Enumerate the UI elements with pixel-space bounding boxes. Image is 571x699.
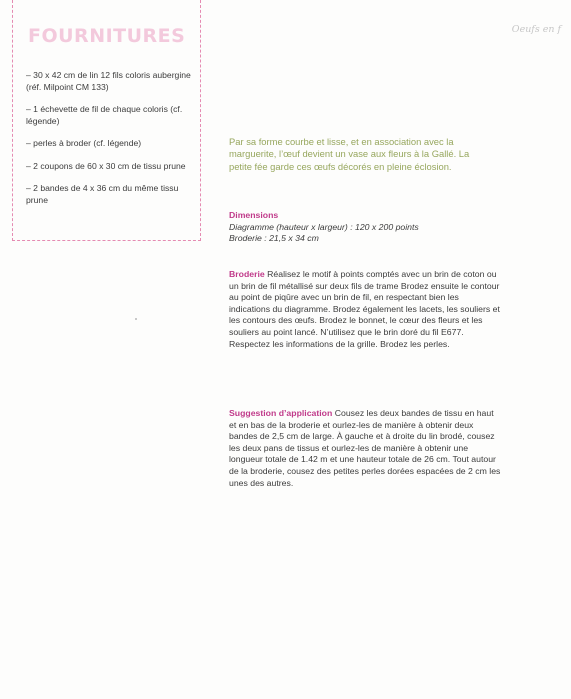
running-header: Oeufs en f <box>511 24 561 35</box>
suggestion-heading: Suggestion d’application <box>229 408 333 418</box>
embroidery-text: Réalisez le motif à points comptés avec un brin de coton ou un brin de fil métallisé sur deux fils de trame Brodez ensuite le contour au point de piqûre avec un brin de fil, en respectant bien les indications du diagramme. Brodez également les lacets, les souliers et les contours des œufs. Brodez le bonnet, le cœur des fleurs et les souliers au point lancé. N’utilisez que le brin doré du fil E677. Respectez les informations de la grille. Brodez les perles. <box>229 269 500 349</box>
suggestion-text: Cousez les deux bandes de tissu en haut et en bas de la broderie et ourlez-les de manière à obtenir deux bandes de 2,5 cm de large. À gauche et à droite du lin brodé, cousez les deux pans de tissus et ourlez-les de manière à obtenir une longueur totale de 1.42 m et une hauteur totale de 26 cm. Tout autour de la broderie, cousez des petites perles dorées espacées de 2 cm les unes des autres. <box>229 408 501 488</box>
dimensions-diagram: Diagramme (hauteur x largeur) : 120 x 200 points <box>229 221 419 232</box>
supplies-list <box>26 70 198 217</box>
dimensions-embroidery: Broderie : 21,5 x 34 cm <box>229 233 319 243</box>
intro-paragraph: Par sa forme courbe et lisse, et en association avec la marguerite, l’œuf devient un vase aux fleurs à la Gallé. La petite fée garde ces œufs décorés en pleine éclosion. <box>229 136 470 172</box>
suggestion-section <box>229 408 501 489</box>
supplies-item: – 1 échevette de fil de chaque coloris (cf. légende) <box>26 104 183 126</box>
supplies-item: – perles à broder (cf. légende) <box>26 138 142 148</box>
embroidery-heading: Broderie <box>229 269 265 279</box>
dimensions-heading: Dimensions <box>229 210 279 220</box>
supplies-item: – 2 coupons de 60 x 30 cm de tissu prune <box>26 160 186 171</box>
supplies-item: – 2 bandes de 4 x 36 cm du même tissu prune <box>26 183 179 205</box>
embroidery-section <box>229 269 501 350</box>
paper-speck <box>135 318 137 320</box>
dimensions-section <box>229 210 489 245</box>
supplies-title: FOURNITURES <box>28 25 186 47</box>
supplies-item: – 30 x 42 cm de lin 12 fils coloris aubergine (réf. Milpoint CM 133) <box>26 70 191 92</box>
